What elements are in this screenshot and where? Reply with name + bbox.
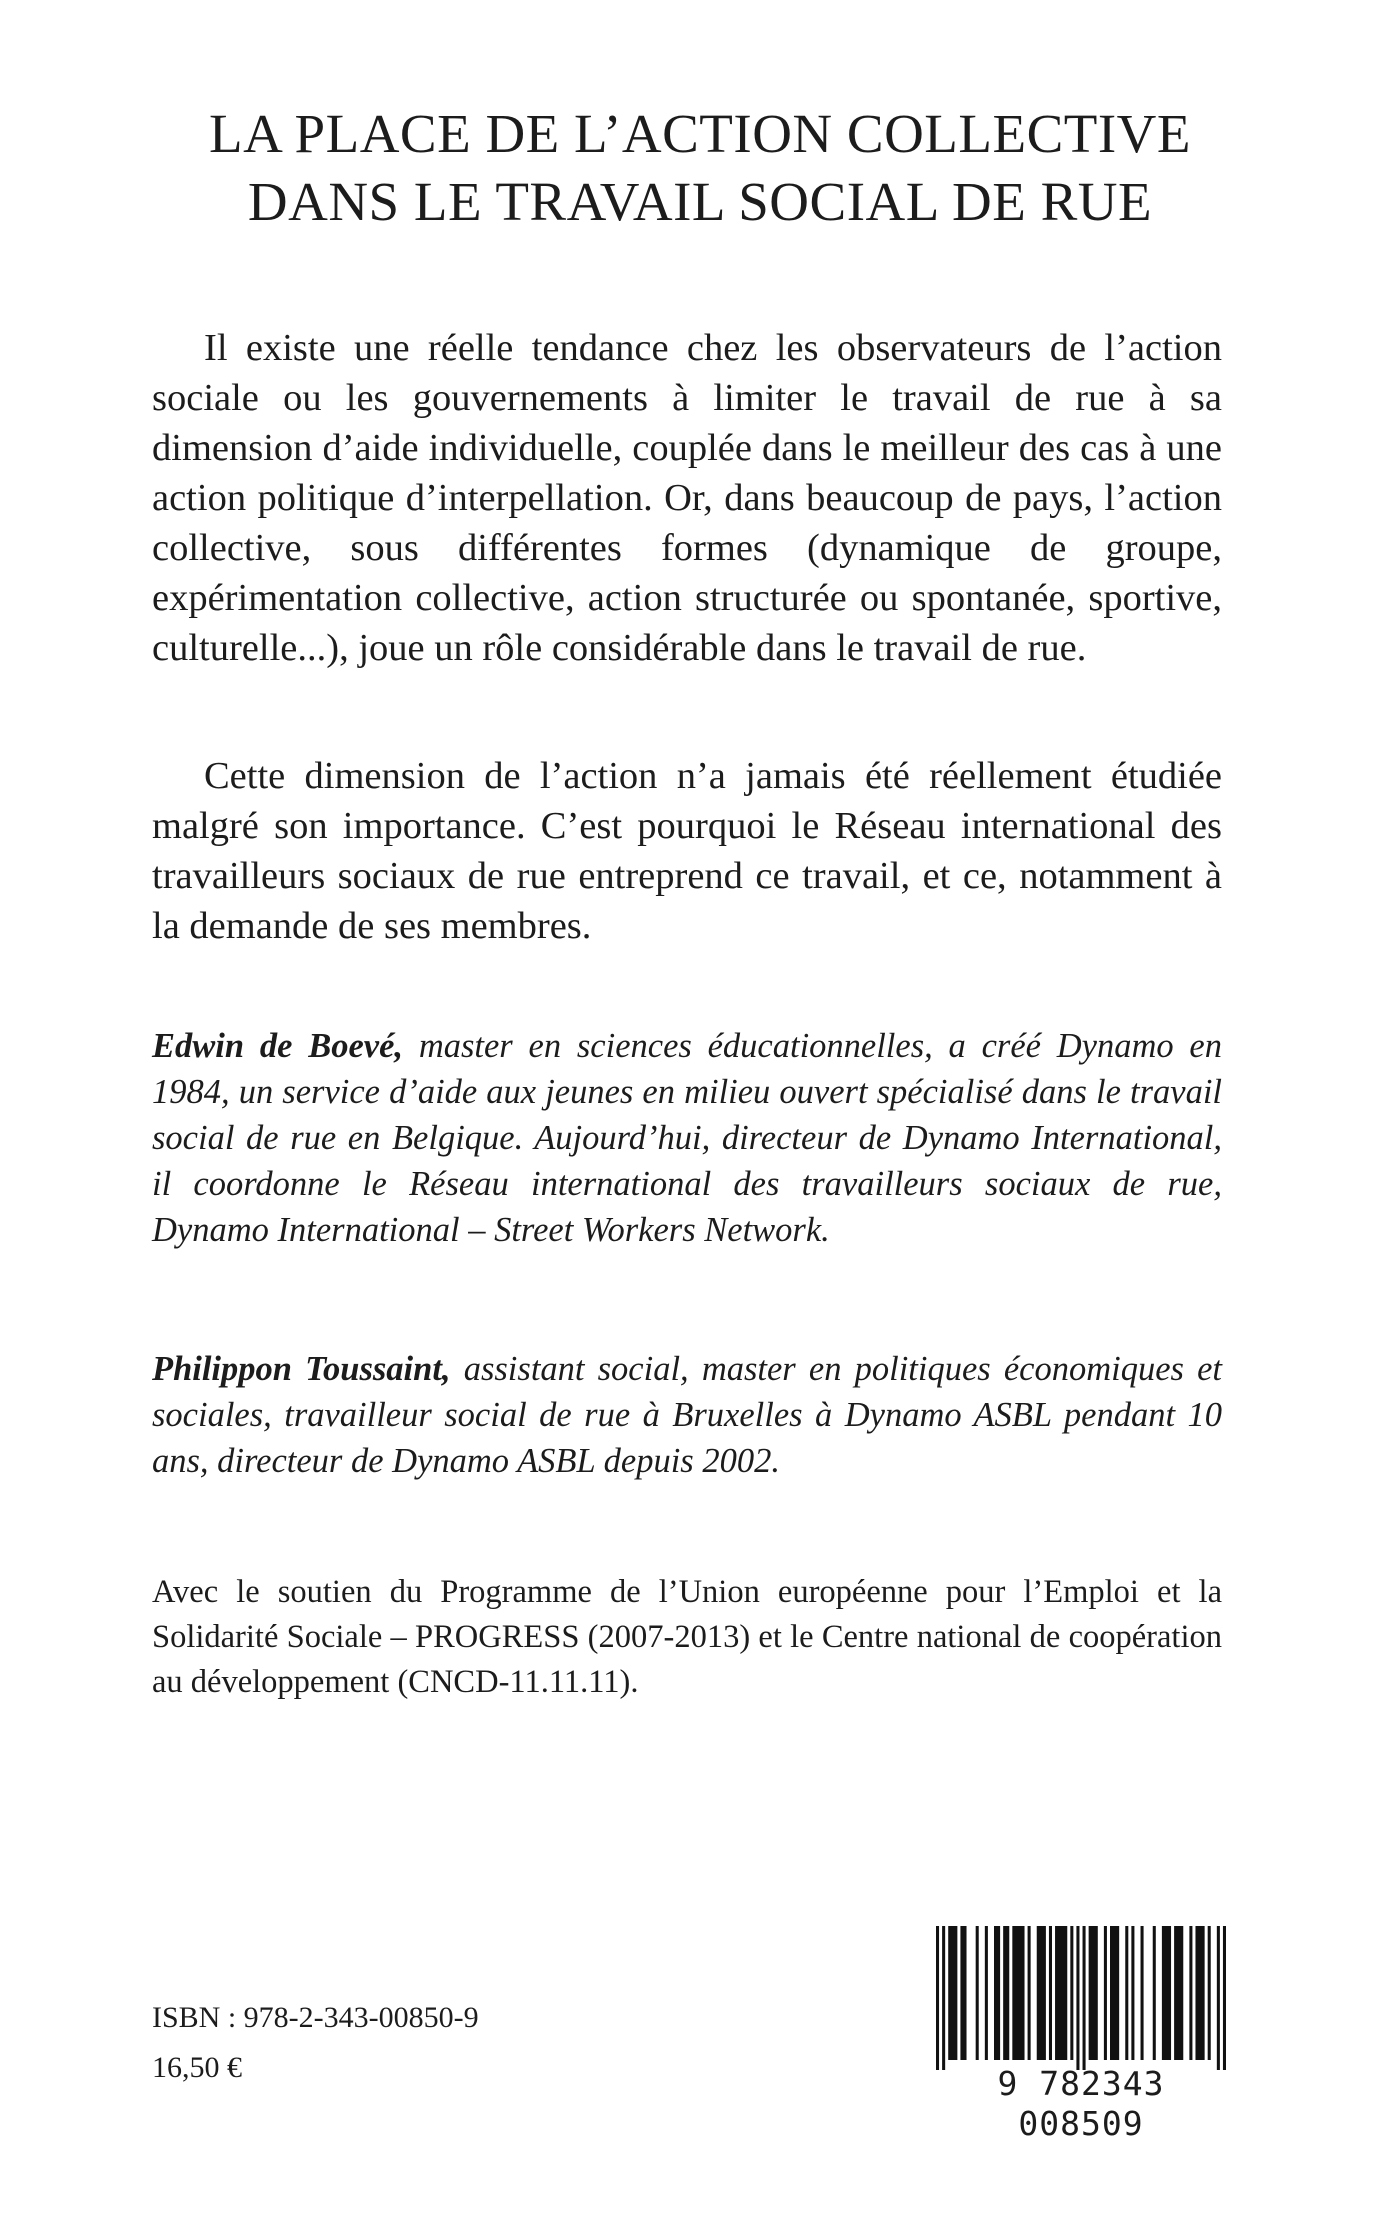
summary-paragraph-1: Il existe une réelle tendance chez les observateurs de l’action sociale ou les gouvernements à limiter le travail de rue à sa dimension d’aide individuelle, couplée dans le meilleur des cas à une action politique d’interpellation. Or, dans beaucoup de pays, l’action collective, sous différentes formes (dynamique de groupe, expérimentation collective, action structurée ou spontanée, sportive, culturelle...), joue un rôle considérable dans le travail de rue.	[152, 327, 1222, 669]
barcode-bar-8	[1012, 1926, 1024, 2060]
barcode-bar-5	[985, 1926, 988, 2060]
barcode-bar-18	[1110, 1926, 1119, 2060]
barcode	[936, 1926, 1226, 2143]
barcode-bar-24	[1174, 1926, 1183, 2060]
barcode-bar-22	[1153, 1926, 1156, 2060]
barcode-bar-19	[1125, 1926, 1128, 2060]
title-line-1: LA PLACE DE L’ACTION COLLECTIVE	[208, 103, 1191, 164]
barcode-bar-13	[1070, 1926, 1073, 2060]
barcode-bar-2	[948, 1926, 957, 2060]
barcode-digits: 9 782343 008509	[997, 2064, 1165, 2143]
barcode-bar-29	[1223, 1926, 1226, 2070]
barcode-bar-12	[1055, 1926, 1067, 2060]
support-notice: Avec le soutien du Programme de l’Union européenne pour l’Emploi et la Solidarité Sociale – PROGRESS (2007-2013) et le Centre national de coopération au développement (CNCD-11.11.11).	[152, 1574, 1222, 1700]
price-label: 16,50 €	[152, 2051, 242, 2084]
barcode-bar-27	[1208, 1926, 1211, 2060]
barcode-bar-1	[942, 1926, 945, 2070]
barcode-bar-6	[994, 1926, 1000, 2060]
barcode-bar-21	[1141, 1926, 1144, 2060]
title-line-2: DANS LE TRAVAIL SOCIAL DE RUE	[247, 171, 1153, 232]
barcode-bar-16	[1089, 1926, 1098, 2060]
author-1-description: master en sciences éducationnelles, a créé Dynamo en 1984, un service d’aide aux jeunes en milieu ouvert spécialisé dans le travail social de rue en Belgique. Aujourd’hui, directeur de Dynamo International, il coordonne le Réseau international des travailleurs sociaux de rue, Dynamo International – Street Workers Network.	[152, 1027, 1222, 1249]
barcode-bar-25	[1189, 1926, 1192, 2060]
barcode-bars	[936, 1926, 1226, 2070]
barcode-bar-26	[1195, 1926, 1204, 2060]
book-title	[120, 100, 1280, 236]
barcode-bar-11	[1049, 1926, 1052, 2060]
barcode-bar-0	[936, 1926, 939, 2070]
barcode-bar-23	[1162, 1926, 1171, 2060]
author-2-name: Philippon Toussaint,	[152, 1350, 451, 1388]
isbn-label: ISBN : 978-2-343-00850-9	[152, 2001, 479, 2034]
barcode-bar-3	[960, 1926, 966, 2060]
author-bio-2	[152, 1346, 1222, 1484]
barcode-bar-10	[1037, 1926, 1046, 2060]
barcode-bar-17	[1104, 1926, 1107, 2060]
summary-paragraph-2: Cette dimension de l’action n’a jamais été réellement étudiée malgré son importance. C’est pourquoi le Réseau international des travailleurs sociaux de rue entreprend ce travail, et ce, notamment à la demande de ses membres.	[152, 755, 1222, 947]
author-1-name: Edwin de Boevé,	[152, 1027, 404, 1065]
barcode-bar-28	[1217, 1926, 1220, 2070]
barcode-bar-9	[1028, 1926, 1031, 2060]
barcode-bar-15	[1083, 1926, 1086, 2070]
barcode-bar-14	[1076, 1926, 1079, 2070]
barcode-bar-7	[1003, 1926, 1009, 2060]
author-2-description: assistant social, master en politiques économiques et sociales, travailleur social de rue à Bruxelles à Dynamo ASBL pendant 10 ans, directeur de Dynamo ASBL depuis 2002.	[152, 1350, 1223, 1480]
barcode-bar-20	[1131, 1926, 1134, 2060]
barcode-bar-4	[976, 1926, 979, 2060]
author-bio-1	[152, 1023, 1222, 1253]
